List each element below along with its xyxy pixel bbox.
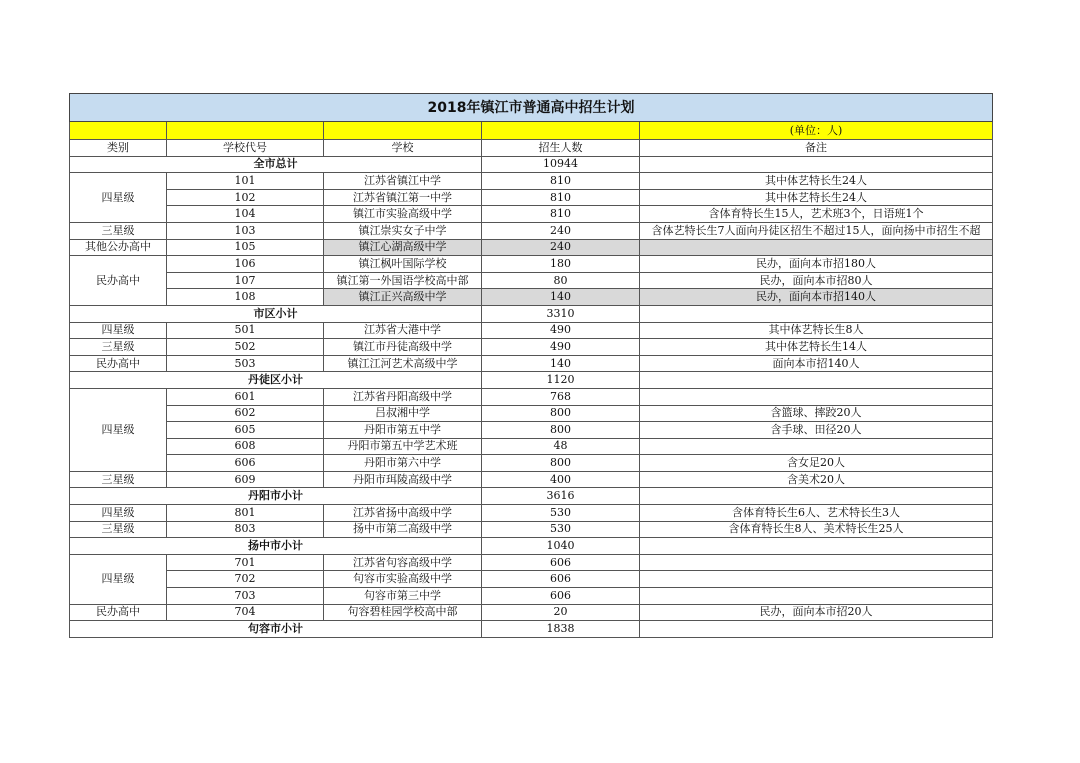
subtotal-label: 扬中市小计 xyxy=(70,538,482,555)
subtotal-value: 1120 xyxy=(482,372,640,389)
enrollment-count: 80 xyxy=(482,272,640,289)
school-name: 镇江心湖高级中学 xyxy=(324,239,482,256)
remark-cell: 民办，面向本市招180人 xyxy=(640,256,993,273)
total-label: 全市总计 xyxy=(70,156,482,173)
subtotal-value: 3616 xyxy=(482,488,640,505)
unit-row xyxy=(70,122,993,140)
enrollment-count: 810 xyxy=(482,206,640,223)
remark-cell: 其中体艺特长生24人 xyxy=(640,173,993,190)
category-cell: 其他公办高中 xyxy=(70,239,167,256)
subtotal-value: 1040 xyxy=(482,538,640,555)
school-name: 丹阳市珥陵高级中学 xyxy=(324,471,482,488)
school-code: 601 xyxy=(167,388,324,405)
category-cell: 四星级 xyxy=(70,388,167,471)
table-row xyxy=(70,438,993,455)
subtotal-remark xyxy=(640,488,993,505)
table-row xyxy=(70,173,993,190)
remark-cell xyxy=(640,588,993,605)
subtotal-remark xyxy=(640,305,993,322)
enrollment-count: 800 xyxy=(482,405,640,422)
subtotal-remark xyxy=(640,372,993,389)
enrollment-count: 810 xyxy=(482,173,640,190)
school-code: 801 xyxy=(167,505,324,522)
subtotal-row xyxy=(70,305,993,322)
school-name: 江苏省丹阳高级中学 xyxy=(324,388,482,405)
table-row xyxy=(70,571,993,588)
total-remark xyxy=(640,156,993,173)
school-name: 镇江枫叶国际学校 xyxy=(324,256,482,273)
remark-cell: 民办，面向本市招20人 xyxy=(640,604,993,621)
school-name: 镇江第一外国语学校高中部 xyxy=(324,272,482,289)
school-code: 608 xyxy=(167,438,324,455)
school-code: 105 xyxy=(167,239,324,256)
remark-cell: 含体育特长生6人、艺术特长生3人 xyxy=(640,505,993,522)
table-row xyxy=(70,355,993,372)
remark-cell: 含美术20人 xyxy=(640,471,993,488)
remark-cell: 面向本市招140人 xyxy=(640,355,993,372)
remark-cell: 含体育特长生8人、美术特长生25人 xyxy=(640,521,993,538)
total-value: 10944 xyxy=(482,156,640,173)
header-category: 类别 xyxy=(70,140,167,157)
enrollment-count: 140 xyxy=(482,355,640,372)
remark-cell xyxy=(640,571,993,588)
table-row xyxy=(70,588,993,605)
table-row xyxy=(70,505,993,522)
remark-cell xyxy=(640,239,993,256)
remark-cell: 含体艺特长生7人面向丹徒区招生不超过15人，面向扬中市招生不超 xyxy=(640,222,993,239)
school-name: 丹阳市第五中学 xyxy=(324,422,482,439)
school-name: 句容市第三中学 xyxy=(324,588,482,605)
yellow-cell xyxy=(482,122,640,140)
table-row xyxy=(70,289,993,306)
table-row xyxy=(70,554,993,571)
remark-cell: 其中体艺特长生8人 xyxy=(640,322,993,339)
enrollment-count: 810 xyxy=(482,189,640,206)
header-code: 学校代号 xyxy=(167,140,324,157)
school-name: 镇江市丹徒高级中学 xyxy=(324,339,482,356)
subtotal-remark xyxy=(640,621,993,638)
category-cell: 四星级 xyxy=(70,322,167,339)
table-row xyxy=(70,272,993,289)
school-name: 镇江江河艺术高级中学 xyxy=(324,355,482,372)
table-row xyxy=(70,206,993,223)
table-row xyxy=(70,189,993,206)
header-row xyxy=(70,140,993,157)
subtotal-row xyxy=(70,372,993,389)
school-code: 501 xyxy=(167,322,324,339)
subtotal-row xyxy=(70,488,993,505)
table-row xyxy=(70,256,993,273)
table-row xyxy=(70,322,993,339)
school-code: 701 xyxy=(167,554,324,571)
school-code: 101 xyxy=(167,173,324,190)
school-code: 606 xyxy=(167,455,324,472)
table-row xyxy=(70,521,993,538)
school-name: 句容市实验高级中学 xyxy=(324,571,482,588)
remark-cell: 含篮球、摔跤20人 xyxy=(640,405,993,422)
remark-cell: 其中体艺特长生14人 xyxy=(640,339,993,356)
school-code: 102 xyxy=(167,189,324,206)
enrollment-count: 530 xyxy=(482,521,640,538)
school-name: 镇江市实验高级中学 xyxy=(324,206,482,223)
category-cell: 四星级 xyxy=(70,173,167,223)
school-code: 704 xyxy=(167,604,324,621)
school-name: 镇江崇实女子中学 xyxy=(324,222,482,239)
remark-cell: 民办，面向本市招140人 xyxy=(640,289,993,306)
enrollment-plan-table xyxy=(69,93,993,638)
table-row xyxy=(70,388,993,405)
school-code: 104 xyxy=(167,206,324,223)
school-name: 句容碧桂园学校高中部 xyxy=(324,604,482,621)
subtotal-value: 3310 xyxy=(482,305,640,322)
enrollment-count: 606 xyxy=(482,554,640,571)
yellow-cell xyxy=(167,122,324,140)
category-cell: 三星级 xyxy=(70,222,167,239)
subtotal-label: 丹阳市小计 xyxy=(70,488,482,505)
unit-note: (单位：人) xyxy=(640,122,993,140)
table-row xyxy=(70,239,993,256)
category-cell: 三星级 xyxy=(70,471,167,488)
school-code: 503 xyxy=(167,355,324,372)
remark-cell: 含女足20人 xyxy=(640,455,993,472)
remark-cell: 含手球、田径20人 xyxy=(640,422,993,439)
school-name: 丹阳市第六中学 xyxy=(324,455,482,472)
yellow-cell xyxy=(70,122,167,140)
subtotal-remark xyxy=(640,538,993,555)
category-cell: 四星级 xyxy=(70,505,167,522)
school-code: 803 xyxy=(167,521,324,538)
enrollment-count: 180 xyxy=(482,256,640,273)
subtotal-label: 丹徒区小计 xyxy=(70,372,482,389)
remark-cell xyxy=(640,388,993,405)
school-name: 江苏省镇江第一中学 xyxy=(324,189,482,206)
category-cell: 民办高中 xyxy=(70,604,167,621)
remark-cell: 其中体艺特长生24人 xyxy=(640,189,993,206)
remark-cell: 含体育特长生15人，艺术班3个，日语班1个 xyxy=(640,206,993,223)
enrollment-count: 490 xyxy=(482,339,640,356)
school-name: 江苏省镇江中学 xyxy=(324,173,482,190)
subtotal-label: 市区小计 xyxy=(70,305,482,322)
total-row xyxy=(70,156,993,173)
table-row xyxy=(70,455,993,472)
school-code: 605 xyxy=(167,422,324,439)
table-row xyxy=(70,471,993,488)
school-code: 702 xyxy=(167,571,324,588)
enrollment-count: 400 xyxy=(482,471,640,488)
enrollment-count: 48 xyxy=(482,438,640,455)
enrollment-count: 490 xyxy=(482,322,640,339)
school-name: 江苏省扬中高级中学 xyxy=(324,505,482,522)
page-title: 2018年镇江市普通高中招生计划 xyxy=(70,94,993,122)
school-code: 108 xyxy=(167,289,324,306)
table-row xyxy=(70,422,993,439)
school-code: 103 xyxy=(167,222,324,239)
table-row xyxy=(70,604,993,621)
subtotal-row xyxy=(70,621,993,638)
enrollment-count: 240 xyxy=(482,222,640,239)
school-code: 502 xyxy=(167,339,324,356)
category-cell: 四星级 xyxy=(70,554,167,604)
subtotal-value: 1838 xyxy=(482,621,640,638)
table-row xyxy=(70,405,993,422)
school-name: 江苏省大港中学 xyxy=(324,322,482,339)
enrollment-count: 240 xyxy=(482,239,640,256)
header-school: 学校 xyxy=(324,140,482,157)
remark-cell xyxy=(640,438,993,455)
enrollment-count: 606 xyxy=(482,588,640,605)
school-code: 609 xyxy=(167,471,324,488)
table-row xyxy=(70,339,993,356)
school-code: 106 xyxy=(167,256,324,273)
header-count: 招生人数 xyxy=(482,140,640,157)
enrollment-count: 800 xyxy=(482,455,640,472)
school-name: 丹阳市第五中学艺术班 xyxy=(324,438,482,455)
enrollment-count: 140 xyxy=(482,289,640,306)
enrollment-count: 530 xyxy=(482,505,640,522)
subtotal-label: 句容市小计 xyxy=(70,621,482,638)
category-cell: 民办高中 xyxy=(70,355,167,372)
category-cell: 三星级 xyxy=(70,521,167,538)
school-code: 602 xyxy=(167,405,324,422)
yellow-cell xyxy=(324,122,482,140)
enrollment-count: 800 xyxy=(482,422,640,439)
enrollment-count: 768 xyxy=(482,388,640,405)
school-code: 107 xyxy=(167,272,324,289)
category-cell: 三星级 xyxy=(70,339,167,356)
category-cell: 民办高中 xyxy=(70,256,167,306)
enrollment-count: 606 xyxy=(482,571,640,588)
remark-cell: 民办，面向本市招80人 xyxy=(640,272,993,289)
school-name: 江苏省句容高级中学 xyxy=(324,554,482,571)
school-name: 吕叔湘中学 xyxy=(324,405,482,422)
school-code: 703 xyxy=(167,588,324,605)
school-name: 扬中市第二高级中学 xyxy=(324,521,482,538)
enrollment-count: 20 xyxy=(482,604,640,621)
remark-cell xyxy=(640,554,993,571)
table-row xyxy=(70,222,993,239)
subtotal-row xyxy=(70,538,993,555)
header-remark: 备注 xyxy=(640,140,993,157)
title-row xyxy=(70,94,993,122)
school-name: 镇江正兴高级中学 xyxy=(324,289,482,306)
